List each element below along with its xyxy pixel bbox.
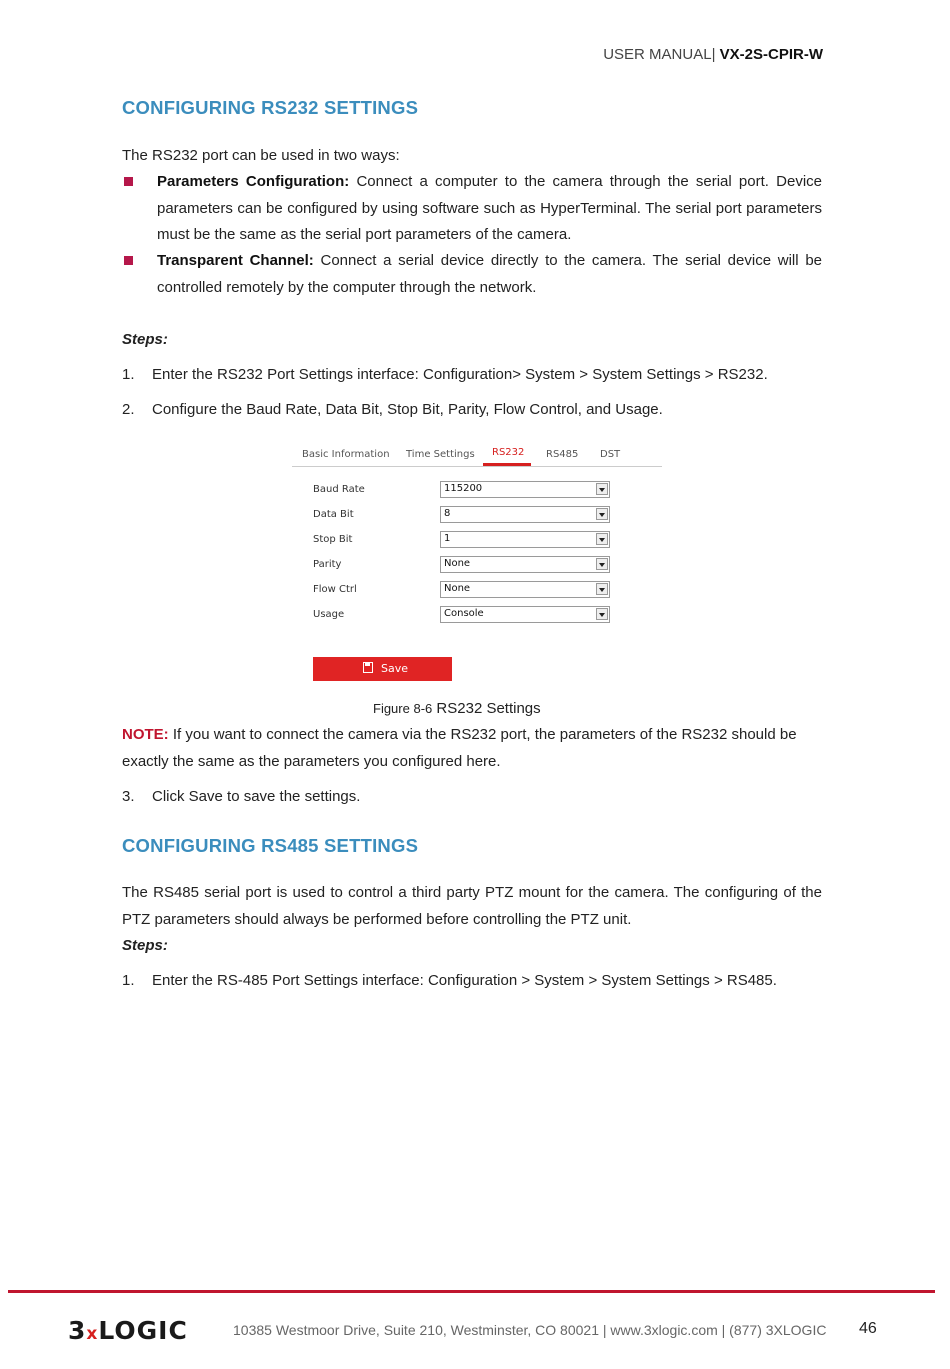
logo-part: 3: [68, 1316, 87, 1345]
step-item: [122, 362, 768, 389]
field-stop-bit: [313, 531, 613, 549]
data-bit-select[interactable]: [440, 506, 610, 523]
bullet-transparent-channel: [122, 248, 822, 301]
field-data-bit: [313, 506, 613, 524]
field-label: Data Bit: [313, 509, 354, 520]
note-text: If you want to connect the camera via the RS232 port, the parameters of the RS232 should be exactly the same as the parameters you configured here.: [122, 726, 797, 770]
field-label: Stop Bit: [313, 534, 353, 545]
step-text: Enter the RS-485 Port Settings interface: Configuration > System > System Settings > RS485.: [152, 972, 777, 989]
field-flow-ctrl: [313, 581, 613, 599]
section-title-rs232: CONFIGURING RS232 SETTINGS: [122, 97, 419, 118]
select-value: None: [444, 558, 471, 569]
bullet-term: Parameters Configuration:: [157, 173, 350, 190]
page-number: 46: [859, 1320, 877, 1337]
step-number: 2.: [122, 401, 135, 418]
settings-tabs: [292, 438, 662, 467]
select-value: 115200: [444, 483, 483, 494]
tab-time-settings[interactable]: Time Settings: [406, 449, 475, 460]
field-label: Flow Ctrl: [313, 584, 357, 595]
step-text: Click Save to save the settings.: [152, 788, 361, 805]
rs232-settings-figure: [292, 438, 664, 688]
logo-part: LOGIC: [98, 1316, 188, 1345]
bullet-square-icon: [124, 177, 133, 186]
select-value: Console: [444, 608, 484, 619]
dropdown-arrow-icon[interactable]: [596, 533, 608, 545]
dropdown-arrow-icon[interactable]: [596, 508, 608, 520]
step-item: [122, 397, 663, 424]
dropdown-arrow-icon[interactable]: [596, 608, 608, 620]
step-item: [122, 968, 777, 995]
save-button[interactable]: [313, 657, 452, 681]
step-item: [122, 784, 360, 811]
step-text: Configure the Baud Rate, Data Bit, Stop Bit, Parity, Flow Control, and Usage.: [152, 401, 663, 418]
select-value: 8: [444, 508, 451, 519]
field-usage: [313, 606, 613, 624]
header-model: VX-2S-CPIR-W: [719, 46, 823, 63]
bullet-term: Transparent Channel:: [157, 252, 314, 269]
field-parity: [313, 556, 613, 574]
select-value: None: [444, 583, 471, 594]
step-number: 1.: [122, 972, 135, 989]
baud-rate-select[interactable]: [440, 481, 610, 498]
field-label: Usage: [313, 609, 345, 620]
steps-label: Steps:: [122, 331, 168, 348]
tab-dst[interactable]: DST: [600, 449, 621, 460]
flow-ctrl-select[interactable]: [440, 581, 610, 598]
dropdown-arrow-icon[interactable]: [596, 558, 608, 570]
bullet-text: Connect a computer to the camera through the serial port. Device parameters can be configured by using software such as HyperTerminal. The serial port parameters must be the same as the serial port parameters of the camera.: [157, 173, 822, 243]
tab-rs485[interactable]: RS485: [546, 449, 579, 460]
figure-number: Figure 8-6: [373, 701, 433, 716]
footer-address: 10385 Westmoor Drive, Suite 210, Westminster, CO 80021 | www.3xlogic.com | (877) 3XLOGIC: [233, 1322, 827, 1338]
section1-intro: The RS232 port can be used in two ways:: [122, 147, 400, 164]
figure-caption-text: RS232 Settings: [436, 700, 541, 717]
note-label: NOTE:: [122, 726, 169, 743]
save-button-label: Save: [381, 662, 409, 675]
field-label: Parity: [313, 559, 342, 570]
step-number: 1.: [122, 366, 135, 383]
parity-select[interactable]: [440, 556, 610, 573]
section2-intro: The RS485 serial port is used to control a third party PTZ mount for the camera. The configuring of the PTZ parameters should always be performed before controlling the PTZ unit.: [122, 884, 822, 928]
save-icon: [363, 662, 373, 673]
dropdown-arrow-icon[interactable]: [596, 583, 608, 595]
dropdown-arrow-icon[interactable]: [596, 483, 608, 495]
usage-select[interactable]: [440, 606, 610, 623]
active-tab-underline: [483, 463, 531, 466]
stop-bit-select[interactable]: [440, 531, 610, 548]
field-baud-rate: [313, 481, 613, 499]
section-title-rs485: CONFIGURING RS485 SETTINGS: [122, 835, 419, 856]
step-number: 3.: [122, 788, 135, 805]
field-label: Baud Rate: [313, 484, 365, 495]
bullet-parameters-configuration: [122, 169, 822, 249]
note-paragraph: [122, 722, 822, 775]
page-header: [603, 46, 823, 63]
3xlogic-logo: [68, 1316, 188, 1345]
header-prefix: USER MANUAL|: [603, 46, 716, 63]
logo-part: x: [86, 1324, 99, 1344]
bullet-text: Connect a serial device directly to the camera. The serial device will be controlled remotely by the computer through the network.: [157, 252, 823, 296]
steps-label: Steps:: [122, 937, 168, 954]
bullet-square-icon: [124, 256, 133, 265]
step-text: Enter the RS232 Port Settings interface: Configuration> System > System Settings > RS232.: [152, 366, 768, 383]
select-value: 1: [444, 533, 451, 544]
figure-caption: [373, 700, 541, 717]
tab-basic-information[interactable]: Basic Information: [302, 449, 390, 460]
tab-rs232[interactable]: RS232: [492, 447, 525, 458]
footer-divider: [8, 1290, 935, 1293]
